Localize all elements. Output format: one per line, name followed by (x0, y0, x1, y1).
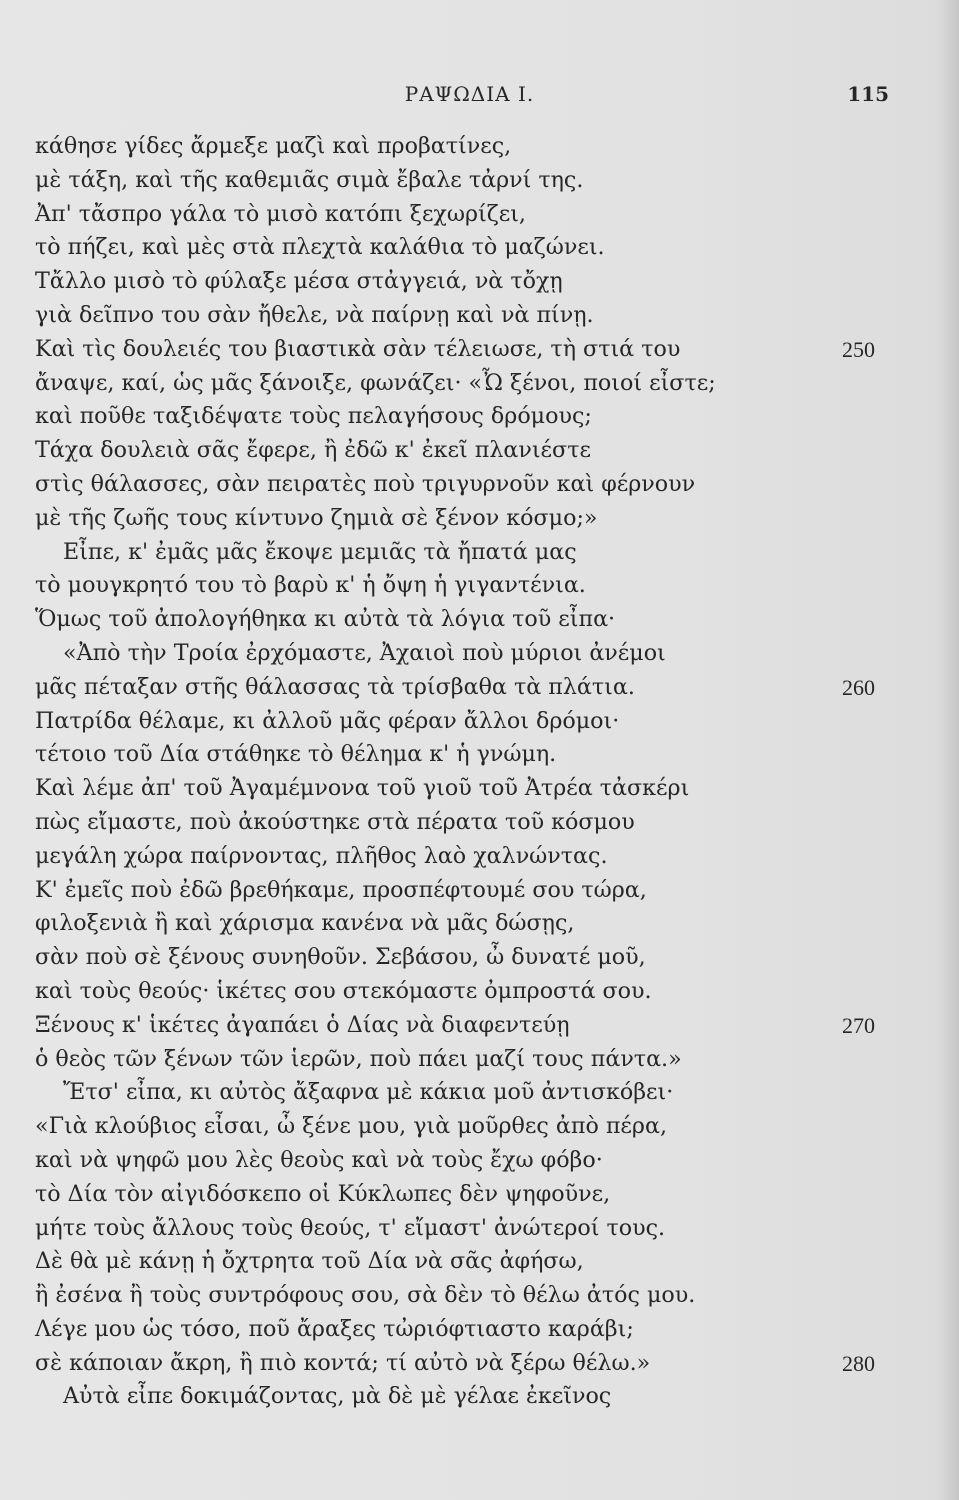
line-text: καὶ τοὺς θεούς· ἱκέτες σου στεκόμαστε ὀμπροστά σου. (35, 977, 652, 1004)
line-text: Εἶπε, κ' ἐμᾶς μᾶς ἔκοψε μεμιᾶς τὰ ἤπατά μας (63, 538, 577, 565)
line-number: 250 (842, 336, 875, 362)
line-text: τὸ πήζει, καὶ μὲς στὰ πλεχτὰ καλάθια τὸ μαζώνει. (35, 234, 605, 261)
text-line (35, 265, 875, 299)
line-text: μὲ τῆς ζωῆς τους κίντυνο ζημιὰ σὲ ξένον κόσμο;» (35, 504, 598, 531)
text-line (35, 1043, 875, 1077)
line-text: Ξένους κ' ἱκέτες ἀγαπάει ὁ Δίας νὰ διαφεντεύῃ (35, 1011, 570, 1038)
text-line (35, 907, 875, 941)
page-number: 115 (847, 82, 889, 106)
text-line (35, 367, 875, 401)
text-line (35, 502, 875, 536)
line-text: τὸ Δία τὸν αἰγιδόσκεπο οἱ Κύκλωπες δὲν ψηφοῦνε, (35, 1180, 611, 1207)
line-number: 280 (842, 1350, 875, 1376)
text-line (35, 1009, 875, 1043)
line-text: Αὐτὰ εἶπε δοκιμάζοντας, μὰ δὲ μὲ γέλαε ἐκεῖνος (63, 1383, 612, 1410)
line-number: 270 (842, 1012, 875, 1038)
line-text: Δὲ θὰ μὲ κάνῃ ἡ ὄχτρητα τοῦ Δία νὰ σᾶς ἀφήσω, (35, 1248, 584, 1275)
line-text: κάθησε γίδες ἄρμεξε μαζὶ καὶ προβατίνες, (35, 133, 512, 159)
page-header (50, 82, 889, 122)
text-line (35, 840, 875, 874)
text-line (35, 1245, 875, 1279)
text-line (35, 1178, 875, 1212)
line-text: γιὰ δεῖπνο του σὰν ἤθελε, νὰ παίρνῃ καὶ νὰ πίνῃ. (35, 301, 594, 328)
line-text: Τάχα δουλειὰ σᾶς ἔφερε, ἢ ἐδῶ κ' ἐκεῖ πλανιέστε (35, 437, 591, 464)
text-line (35, 1110, 875, 1144)
text-line (35, 806, 875, 840)
text-line (35, 941, 875, 975)
text-line (35, 198, 875, 232)
text-line (35, 569, 875, 603)
text-line (35, 1347, 875, 1381)
line-text: μεγάλη χώρα παίρνοντας, πλῆθος λαὸ χαλνώντας. (35, 842, 608, 869)
line-text: ἄναψε, καί, ὡς μᾶς ξάνοιξε, φωνάζει· «Ὦ ξένοι, ποιοί εἶστε; (35, 369, 716, 396)
line-text: τὸ μουγκρητό του τὸ βαρὺ κ' ἡ ὄψη ἡ γιγαντένια. (35, 572, 586, 599)
text-line (35, 1076, 875, 1110)
text-line (35, 874, 875, 908)
text-line (35, 738, 875, 772)
line-text: τέτοιο τοῦ Δία στάθηκε τὸ θέλημα κ' ἡ γνώμη. (35, 741, 557, 768)
line-number: 260 (842, 674, 875, 700)
line-text: πὼς εἴμαστε, ποὺ ἀκούστηκε στὰ πέρατα τοῦ κόσμου (35, 808, 635, 835)
line-text: Ἀπ' τἄσπρο γάλα τὸ μισὸ κατόπι ξεχωρίζει, (35, 200, 526, 227)
text-line (35, 231, 875, 265)
text-line (35, 1144, 875, 1178)
line-text: ὁ θεὸς τῶν ξένων τῶν ἱερῶν, ποὺ πάει μαζί τους πάντα.» (35, 1045, 682, 1072)
text-line (35, 1313, 875, 1347)
line-text: φιλοξενιὰ ἢ καὶ χάρισμα κανένα νὰ μᾶς δώσῃς, (35, 910, 575, 937)
text-line (35, 1279, 875, 1313)
line-text: μὲ τάξη, καὶ τῆς καθεμιᾶς σιμὰ ἔβαλε τἀρνί της. (35, 166, 584, 193)
text-line (35, 603, 875, 637)
text-line (35, 130, 875, 164)
line-text: ἢ ἐσένα ἢ τοὺς συντρόφους σου, σὰ δὲν τὸ θέλω ἀτός μου. (35, 1282, 696, 1309)
page-edge-shadow (937, 0, 959, 1500)
text-line (35, 1212, 875, 1246)
text-line (35, 434, 875, 468)
line-text: μᾶς πέταξαν στῆς θάλασσας τὰ τρίσβαθα τὰ πλάτια. (35, 673, 635, 700)
line-text: Καὶ λέμε ἀπ' τοῦ Ἀγαμέμνονα τοῦ γιοῦ τοῦ Ἀτρέα τἀσκέρι (35, 775, 690, 802)
line-text: καὶ ποῦθε ταξιδέψατε τοὺς πελαγήσους δρόμους; (35, 403, 592, 430)
text-line (35, 536, 875, 570)
text-line (35, 400, 875, 434)
text-line (35, 705, 875, 739)
line-text: Πατρίδα θέλαμε, κι ἀλλοῦ μᾶς φέραν ἄλλοι δρόμοι· (35, 707, 620, 734)
line-text: στὶς θάλασσες, σὰν πειρατὲς ποὺ τριγυρνοῦν καὶ φέρνουν (35, 470, 696, 497)
line-text: σὲ κάποιαν ἄκρη, ἢ πιὸ κοντά; τί αὐτὸ νὰ ξέρω θέλω.» (35, 1349, 651, 1376)
line-text: Τἄλλο μισὸ τὸ φύλαξε μέσα στἀγγειά, νὰ τὄχῃ (35, 268, 563, 295)
text-line (35, 671, 875, 705)
text-line (35, 468, 875, 502)
text-line (35, 164, 875, 198)
poem-text (35, 130, 875, 1414)
text-line (35, 637, 875, 671)
text-line (35, 1380, 875, 1414)
line-text: σὰν ποὺ σὲ ξένους συνηθοῦν. Σεβάσου, ὦ δυνατέ μοῦ, (35, 944, 646, 971)
line-text: Ἔτσ' εἶπα, κι αὐτὸς ἄξαφνα μὲ κάκια μοῦ ἀντισκόβει· (63, 1079, 674, 1106)
line-text: μήτε τοὺς ἄλλους τοὺς θεούς, τ' εἴμαστ' ἀνώτεροί τους. (35, 1214, 666, 1241)
text-line (35, 772, 875, 806)
line-text: καὶ νὰ ψηφῶ μου λὲς θεοὺς καὶ νὰ τοὺς ἔχω φόβο· (35, 1146, 603, 1173)
running-title: ΡΑΨΩΔΙΑ Ι. (404, 82, 535, 106)
line-text: Λέγε μου ὡς τόσο, ποῦ ἄραξες τὠριόφτιαστο καράβι; (35, 1315, 634, 1342)
line-text: «Γιὰ κλούβιος εἶσαι, ὦ ξένε μου, γιὰ μοῦρθες ἀπὸ πέρα, (35, 1113, 668, 1140)
line-text: «Ἀπὸ τὴν Τροία ἐρχόμαστε, Ἀχαιοὶ ποὺ μύριοι ἀνέμοι (63, 639, 666, 666)
text-line (35, 333, 875, 367)
text-line (35, 299, 875, 333)
line-text: Κ' ἐμεῖς ποὺ ἐδῶ βρεθήκαμε, προσπέφτουμέ σου τώρα, (35, 876, 647, 903)
text-line (35, 975, 875, 1009)
line-text: Ὅμως τοῦ ἀπολογήθηκα κι αὐτὰ τὰ λόγια τοῦ εἶπα· (35, 606, 616, 633)
line-text: Καὶ τὶς δουλειές του βιαστικὰ σὰν τέλειωσε, τὴ στιά του (35, 335, 681, 362)
